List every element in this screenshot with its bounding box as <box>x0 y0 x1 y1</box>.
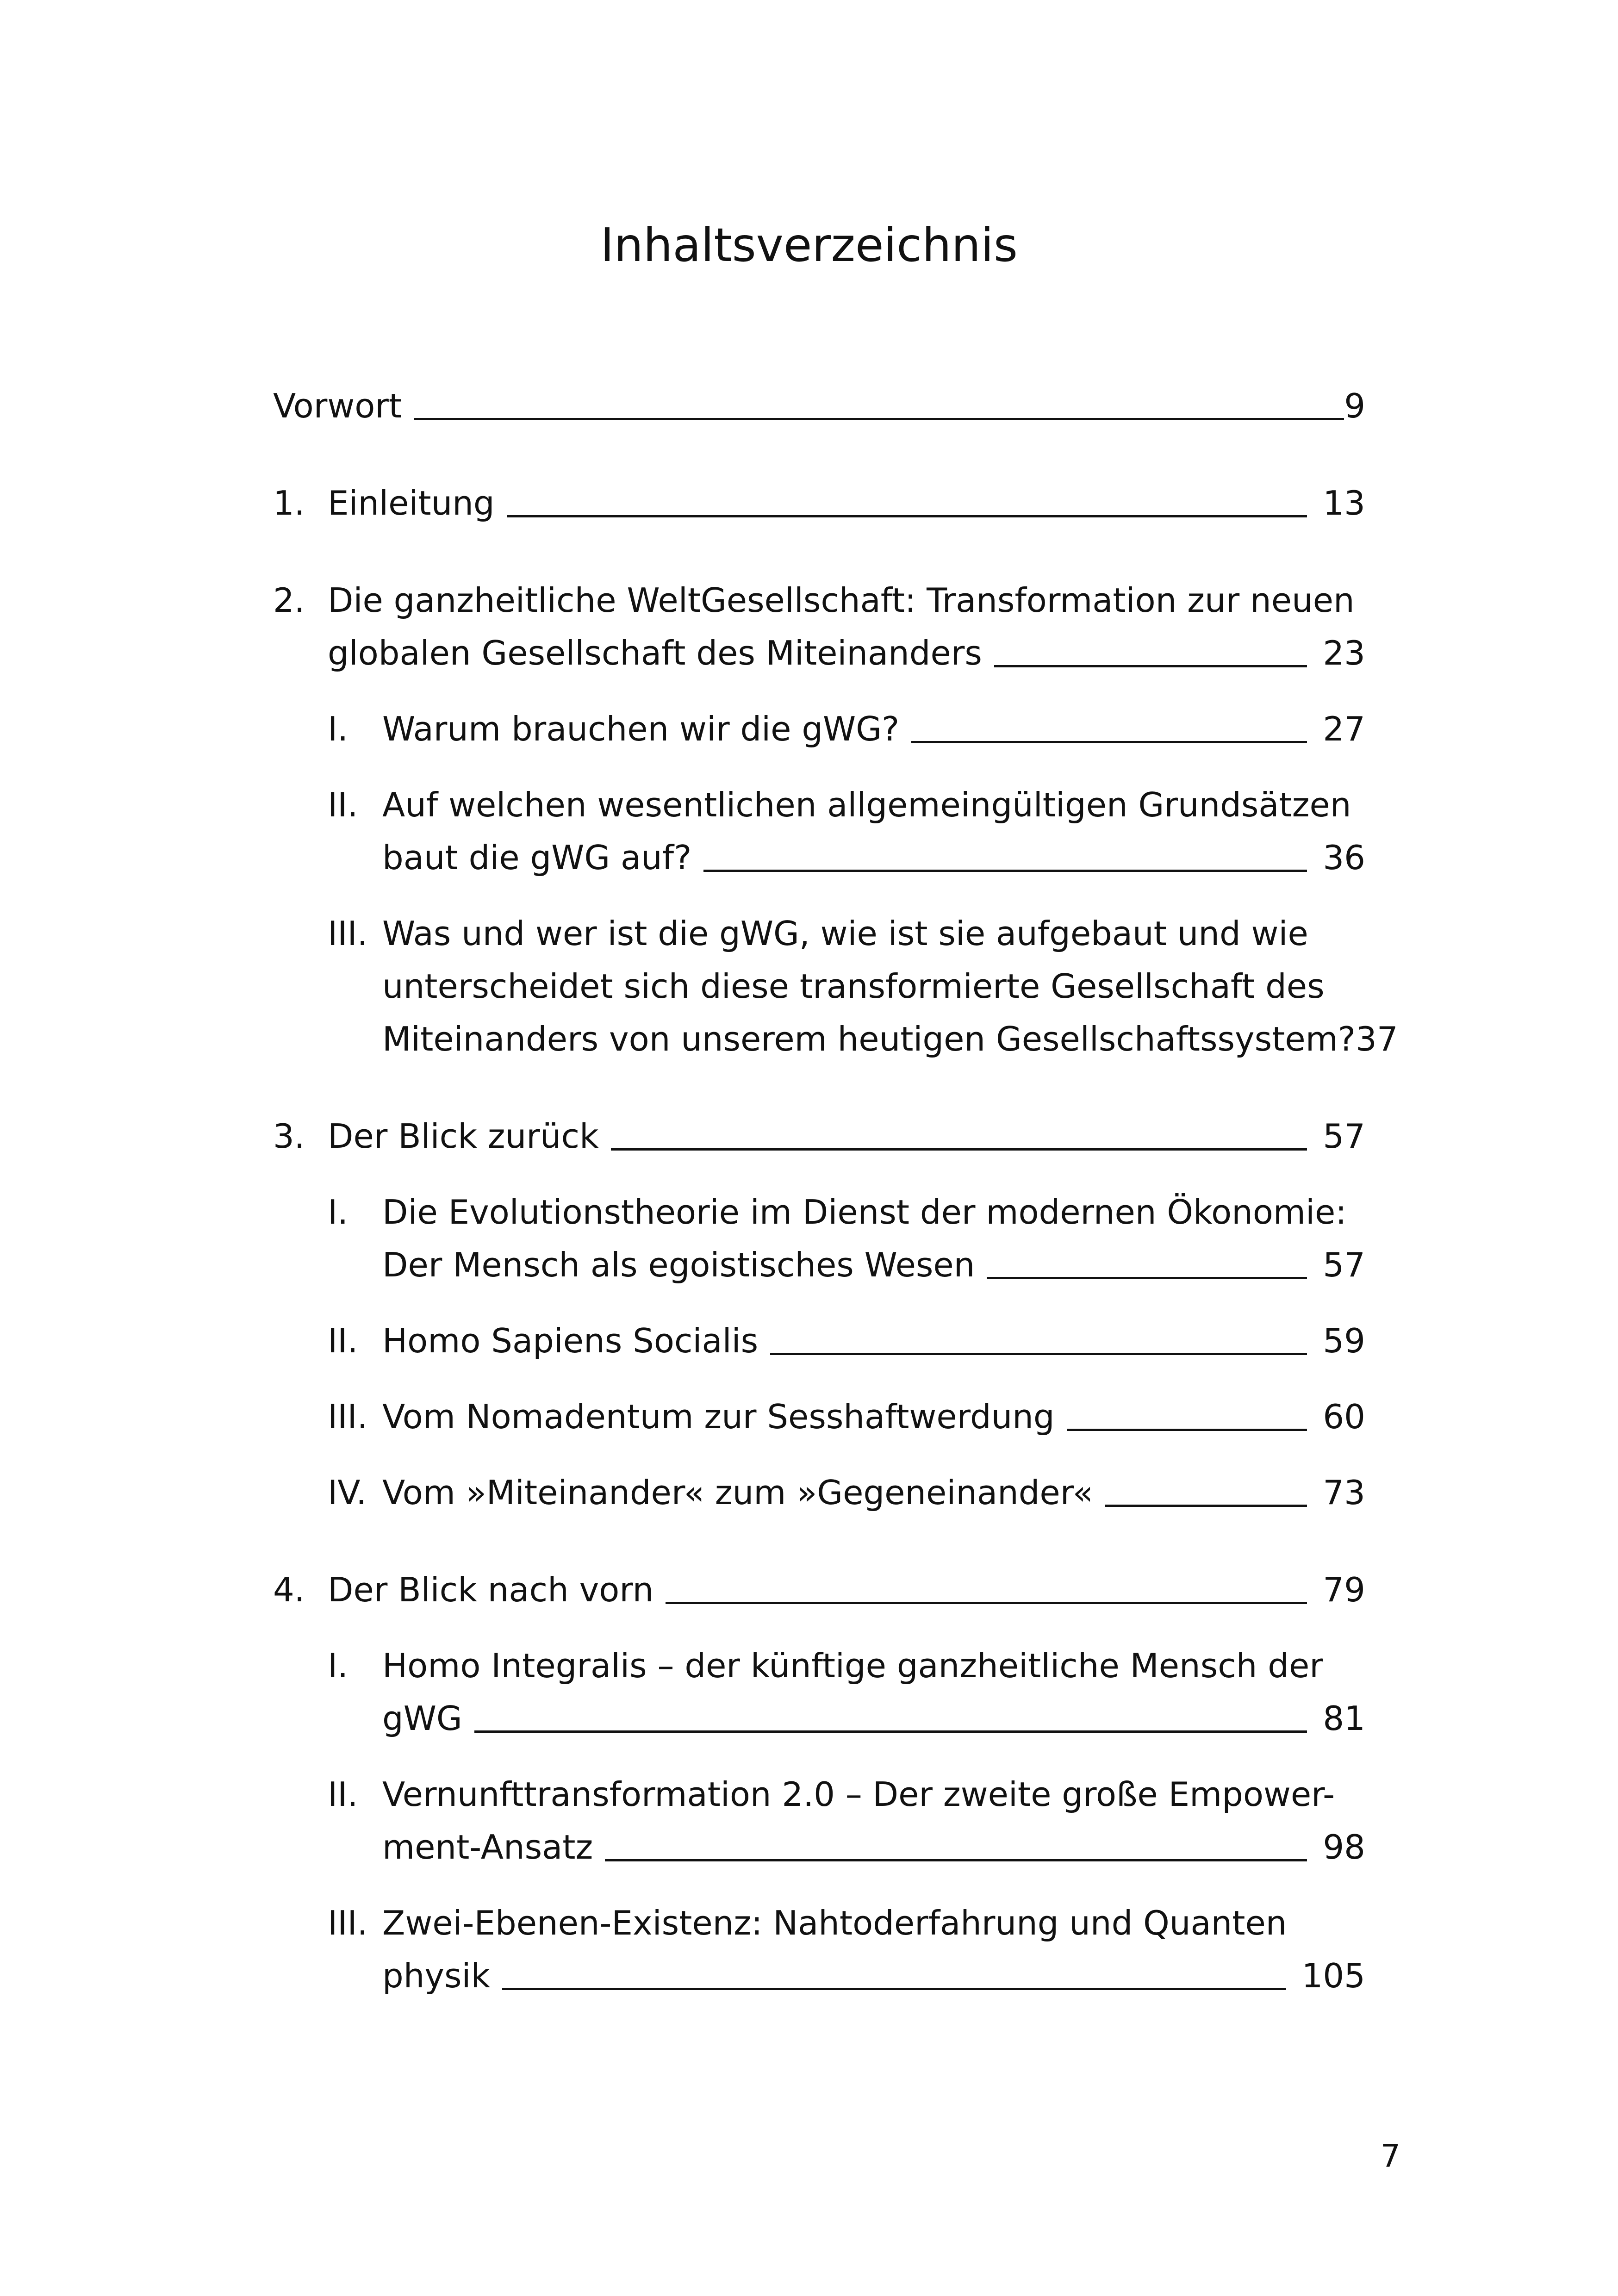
toc-page-number: 57 <box>1323 1245 1365 1284</box>
toc-entry-number: III. <box>328 914 368 953</box>
toc-entry-4-i <box>328 1639 1365 1745</box>
toc-entry-chapter-4 <box>273 1563 1365 1616</box>
toc-entry-3-iii <box>328 1390 1365 1443</box>
toc-leader-line <box>605 1859 1307 1861</box>
toc-entry-title: Der Blick zurück <box>328 1117 599 1156</box>
toc-entry-number: I. <box>328 1193 348 1232</box>
toc-entry-chapter-2 <box>273 574 1365 679</box>
toc-page-number: 60 <box>1323 1397 1365 1436</box>
toc-page-number: 73 <box>1323 1473 1365 1512</box>
toc-entry-3-i <box>328 1186 1365 1291</box>
toc-page-number: 36 <box>1323 838 1365 877</box>
toc-entry-title-continued: baut die gWG auf? <box>382 838 692 877</box>
toc-entry-number: III. <box>328 1904 368 1942</box>
toc-page-number: 105 <box>1301 1956 1365 1995</box>
toc-entry-title-continued: ment-Ansatz <box>382 1828 593 1867</box>
toc-entry-title: Auf welchen wesentlichen allgemeingültigen Grundsätzen <box>382 785 1351 824</box>
toc-entry-number: 2. <box>273 581 305 620</box>
toc-leader-line <box>507 515 1307 517</box>
toc-leader-line <box>770 1353 1307 1355</box>
toc-leader-line <box>666 1602 1307 1604</box>
toc-entry-4-iii <box>328 1897 1365 2002</box>
toc-entry-title-continued: Der Mensch als egoistisches Wesen <box>382 1245 975 1284</box>
toc-entry-number: 4. <box>273 1570 305 1609</box>
toc-entry-title-continued: gWG <box>382 1699 462 1738</box>
toc-entry-title: Homo Integralis – der künftige ganzheitliche Mensch der <box>382 1646 1323 1685</box>
toc-entry-title: Homo Sapiens Socialis <box>382 1321 759 1360</box>
toc-leader-line <box>911 741 1307 743</box>
toc-leader-line <box>703 870 1307 872</box>
toc-entry-title: Was und wer ist die gWG, wie ist sie aufgebaut und wie <box>382 914 1308 953</box>
toc-leader-line <box>414 418 1344 420</box>
toc-entry-title: Die Evolutionstheorie im Dienst der modernen Ökonomie: <box>382 1193 1347 1232</box>
toc-entry-title: Zwei-Ebenen-Existenz: Nahtoderfahrung und Quanten <box>382 1904 1287 1942</box>
page-title: Inhaltsverzeichnis <box>600 218 1018 272</box>
toc-page-number: 37 <box>1356 1020 1398 1058</box>
toc-entry-title: Warum brauchen wir die gWG? <box>382 709 900 748</box>
toc-entry-title: Einleitung <box>328 484 495 523</box>
toc-page-number: 98 <box>1323 1828 1365 1867</box>
toc-leader-line <box>474 1730 1307 1733</box>
toc-entry-4-ii <box>328 1768 1365 1873</box>
toc-entry-number: I. <box>328 1646 348 1685</box>
toc-entry-vorwort <box>273 380 1365 432</box>
toc-page-number: 81 <box>1323 1699 1365 1738</box>
toc-entry-title-continued: unterscheidet sich diese transformierte Gesellschaft des <box>382 967 1325 1006</box>
toc-entry-chapter-3 <box>273 1110 1365 1163</box>
toc-entry-title: Vernunfttransformation 2.0 – Der zweite große Empower- <box>382 1775 1335 1814</box>
toc-page-number: 9 <box>1344 386 1365 425</box>
toc-entry-title-continued: Miteinanders von unserem heutigen Gesellschaftssystem? <box>382 1020 1356 1058</box>
toc-leader-line <box>1105 1505 1307 1507</box>
toc-entry-title-continued: physik <box>382 1956 491 1995</box>
toc-leader-line <box>502 1988 1286 1990</box>
toc-entry-title: Der Blick nach vorn <box>328 1570 654 1609</box>
toc-entry-number: II. <box>328 785 358 824</box>
toc-entry-3-iv <box>328 1466 1365 1519</box>
toc-entry-number: IV. <box>328 1473 367 1512</box>
toc-entry-title: Vom »Miteinander« zum »Gegeneinander« <box>382 1473 1093 1512</box>
toc-entry-chapter-1 <box>273 477 1365 529</box>
toc-entry-number: II. <box>328 1321 358 1360</box>
toc-page-number: 57 <box>1323 1117 1365 1156</box>
toc-entry-2-ii <box>328 778 1365 884</box>
toc-entry-2-iii <box>328 907 1398 1065</box>
toc-entry-title: Die ganzheitliche WeltGesellschaft: Transformation zur neuen <box>328 581 1355 620</box>
toc-leader-line <box>1067 1429 1307 1431</box>
toc-page-number: 59 <box>1323 1321 1365 1360</box>
page-number: 7 <box>1380 2138 1400 2175</box>
toc-leader-line <box>987 1277 1307 1279</box>
toc-entry-number: III. <box>328 1397 368 1436</box>
toc-leader-line <box>994 665 1307 667</box>
toc-leader-line <box>611 1148 1307 1151</box>
toc-page-number: 79 <box>1323 1570 1365 1609</box>
toc-page-number: 27 <box>1323 709 1365 748</box>
toc-entry-number: 1. <box>273 484 305 523</box>
toc-entry-number: I. <box>328 709 348 748</box>
table-of-contents <box>273 380 1398 2002</box>
toc-page-number: 13 <box>1323 484 1365 523</box>
toc-entry-3-ii <box>328 1314 1365 1367</box>
toc-entry-number: II. <box>328 1775 358 1814</box>
toc-entry-number: 3. <box>273 1117 305 1156</box>
toc-entry-title: Vorwort <box>273 386 402 425</box>
toc-entry-2-i <box>328 703 1365 755</box>
toc-entry-title-continued: globalen Gesellschaft des Miteinanders <box>328 634 982 672</box>
toc-page-number: 23 <box>1323 634 1365 672</box>
toc-entry-title: Vom Nomadentum zur Sesshaftwerdung <box>382 1397 1055 1436</box>
